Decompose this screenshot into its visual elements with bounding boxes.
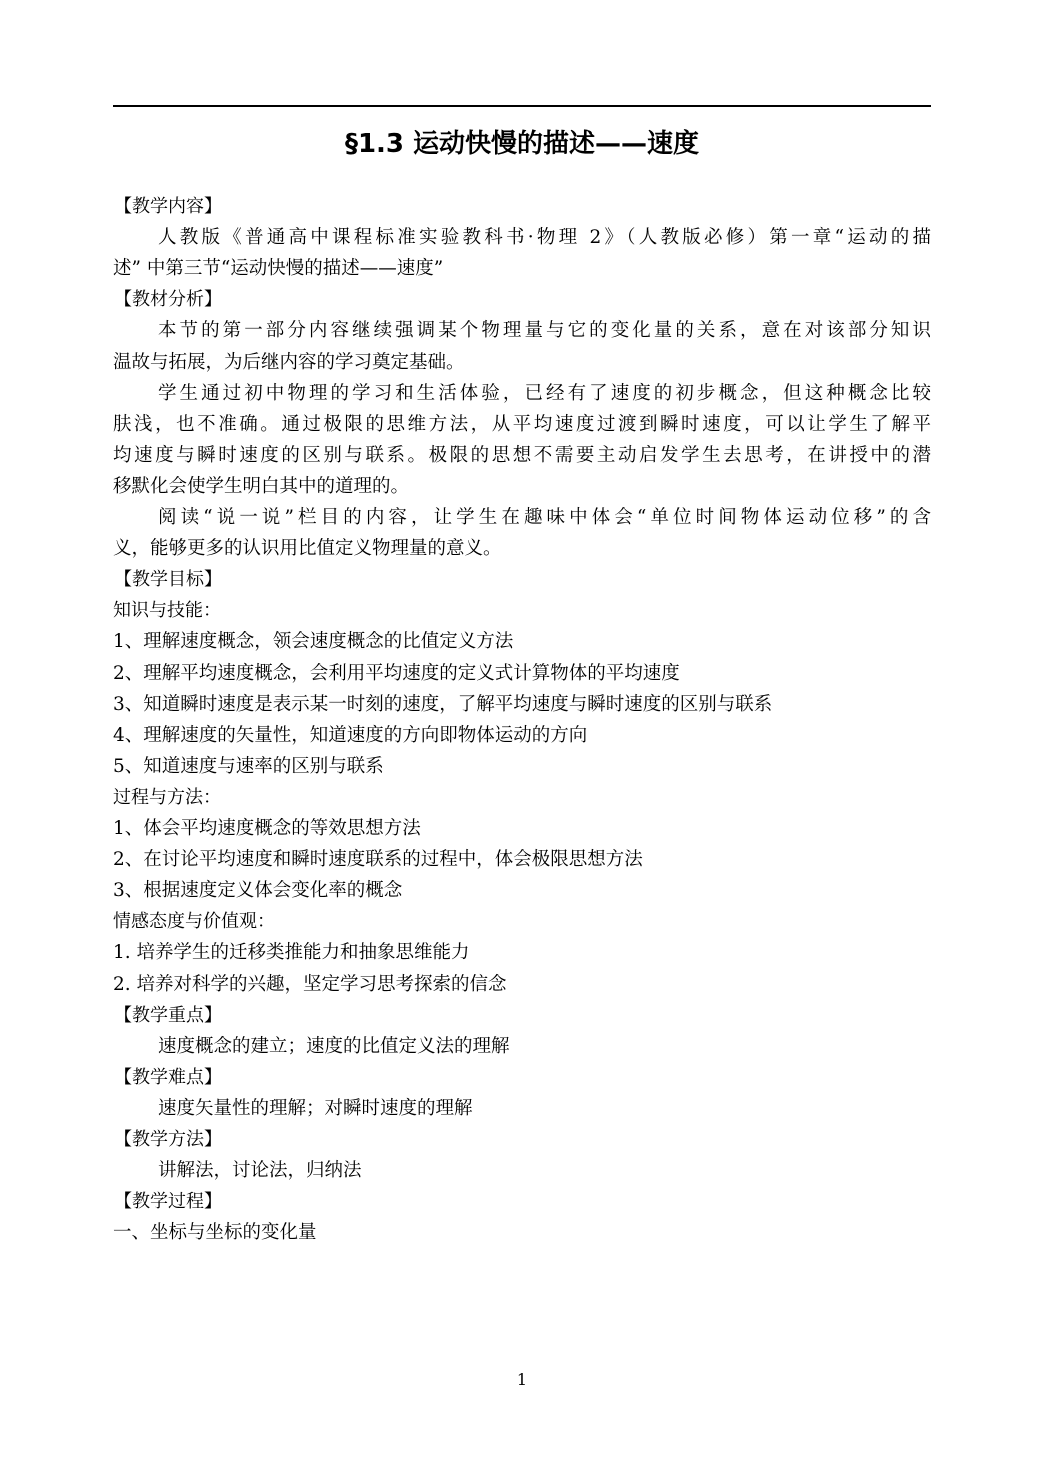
text-line: 速度概念的建立；速度的比值定义法的理解 bbox=[158, 1036, 510, 1057]
text-line: 2、理解平均速度概念，会利用平均速度的定义式计算物体的平均速度 bbox=[113, 663, 680, 684]
section-heading: 【教学目标】 bbox=[114, 569, 222, 590]
section-heading: 【教学内容】 bbox=[114, 196, 222, 217]
text-line: 讲解法，讨论法，归纳法 bbox=[158, 1160, 362, 1181]
section-heading: 【教材分析】 bbox=[114, 289, 222, 310]
section-heading: 【教学难点】 bbox=[114, 1067, 222, 1088]
text-line: 肤浅，也不准确。通过极限的思维方法，从平均速度过渡到瞬时速度，可以让学生了解平 bbox=[113, 414, 931, 435]
text-line: 学生通过初中物理的学习和生活体验，已经有了速度的初步概念，但这种概念比较 bbox=[158, 383, 931, 404]
text-line: 温故与拓展，为后继内容的学习奠定基础。 bbox=[113, 352, 465, 373]
subheading: 过程与方法： bbox=[113, 787, 221, 808]
text-line: 述” 中第三节“运动快慢的描述——速度” bbox=[113, 258, 444, 279]
text-line: 人教版《普通高中课程标准实验教科书·物理 2》（人教版必修）第一章“运动的描 bbox=[158, 227, 931, 248]
section-heading: 【教学过程】 bbox=[114, 1191, 222, 1212]
text-line: 一、坐标与坐标的变化量 bbox=[113, 1222, 317, 1243]
text-line: 1、理解速度概念，领会速度概念的比值定义方法 bbox=[113, 631, 514, 652]
section-heading: 【教学重点】 bbox=[114, 1005, 222, 1026]
text-line: 本节的第一部分内容继续强调某个物理量与它的变化量的关系，意在对该部分知识 bbox=[158, 320, 931, 341]
subheading: 知识与技能： bbox=[113, 600, 221, 621]
header-rule bbox=[113, 105, 931, 107]
text-line: 速度矢量性的理解；对瞬时速度的理解 bbox=[158, 1098, 473, 1119]
subheading: 情感态度与价值观： bbox=[113, 911, 275, 932]
page-title: §1.3 运动快慢的描述——速度 bbox=[344, 129, 700, 159]
text-line: 阅读“说一说”栏目的内容，让学生在趣味中体会“单位时间物体运动位移”的含 bbox=[158, 507, 931, 528]
text-line: 2、在讨论平均速度和瞬时速度联系的过程中，体会极限思想方法 bbox=[113, 849, 643, 870]
text-line: 移默化会使学生明白其中的道理的。 bbox=[113, 476, 410, 497]
text-line: 义，能够更多的认识用比值定义物理量的意义。 bbox=[113, 538, 502, 559]
text-line: 2. 培养对科学的兴趣，坚定学习思考探索的信念 bbox=[113, 974, 507, 995]
text-line: 3、根据速度定义体会变化率的概念 bbox=[113, 880, 403, 901]
text-line: 4、理解速度的矢量性，知道速度的方向即物体运动的方向 bbox=[113, 725, 588, 746]
section-heading: 【教学方法】 bbox=[114, 1129, 222, 1150]
text-line: 5、知道速度与速率的区别与联系 bbox=[113, 756, 384, 777]
text-line: 均速度与瞬时速度的区别与联系。极限的思想不需要主动启发学生去思考，在讲授中的潜 bbox=[113, 445, 931, 466]
text-line: 1. 培养学生的迁移类推能力和抽象思维能力 bbox=[113, 942, 470, 963]
text-line: 3、知道瞬时速度是表示某一时刻的速度，了解平均速度与瞬时速度的区别与联系 bbox=[113, 694, 773, 715]
page-number: 1 bbox=[516, 1370, 528, 1389]
text-line: 1、体会平均速度概念的等效思想方法 bbox=[113, 818, 421, 839]
